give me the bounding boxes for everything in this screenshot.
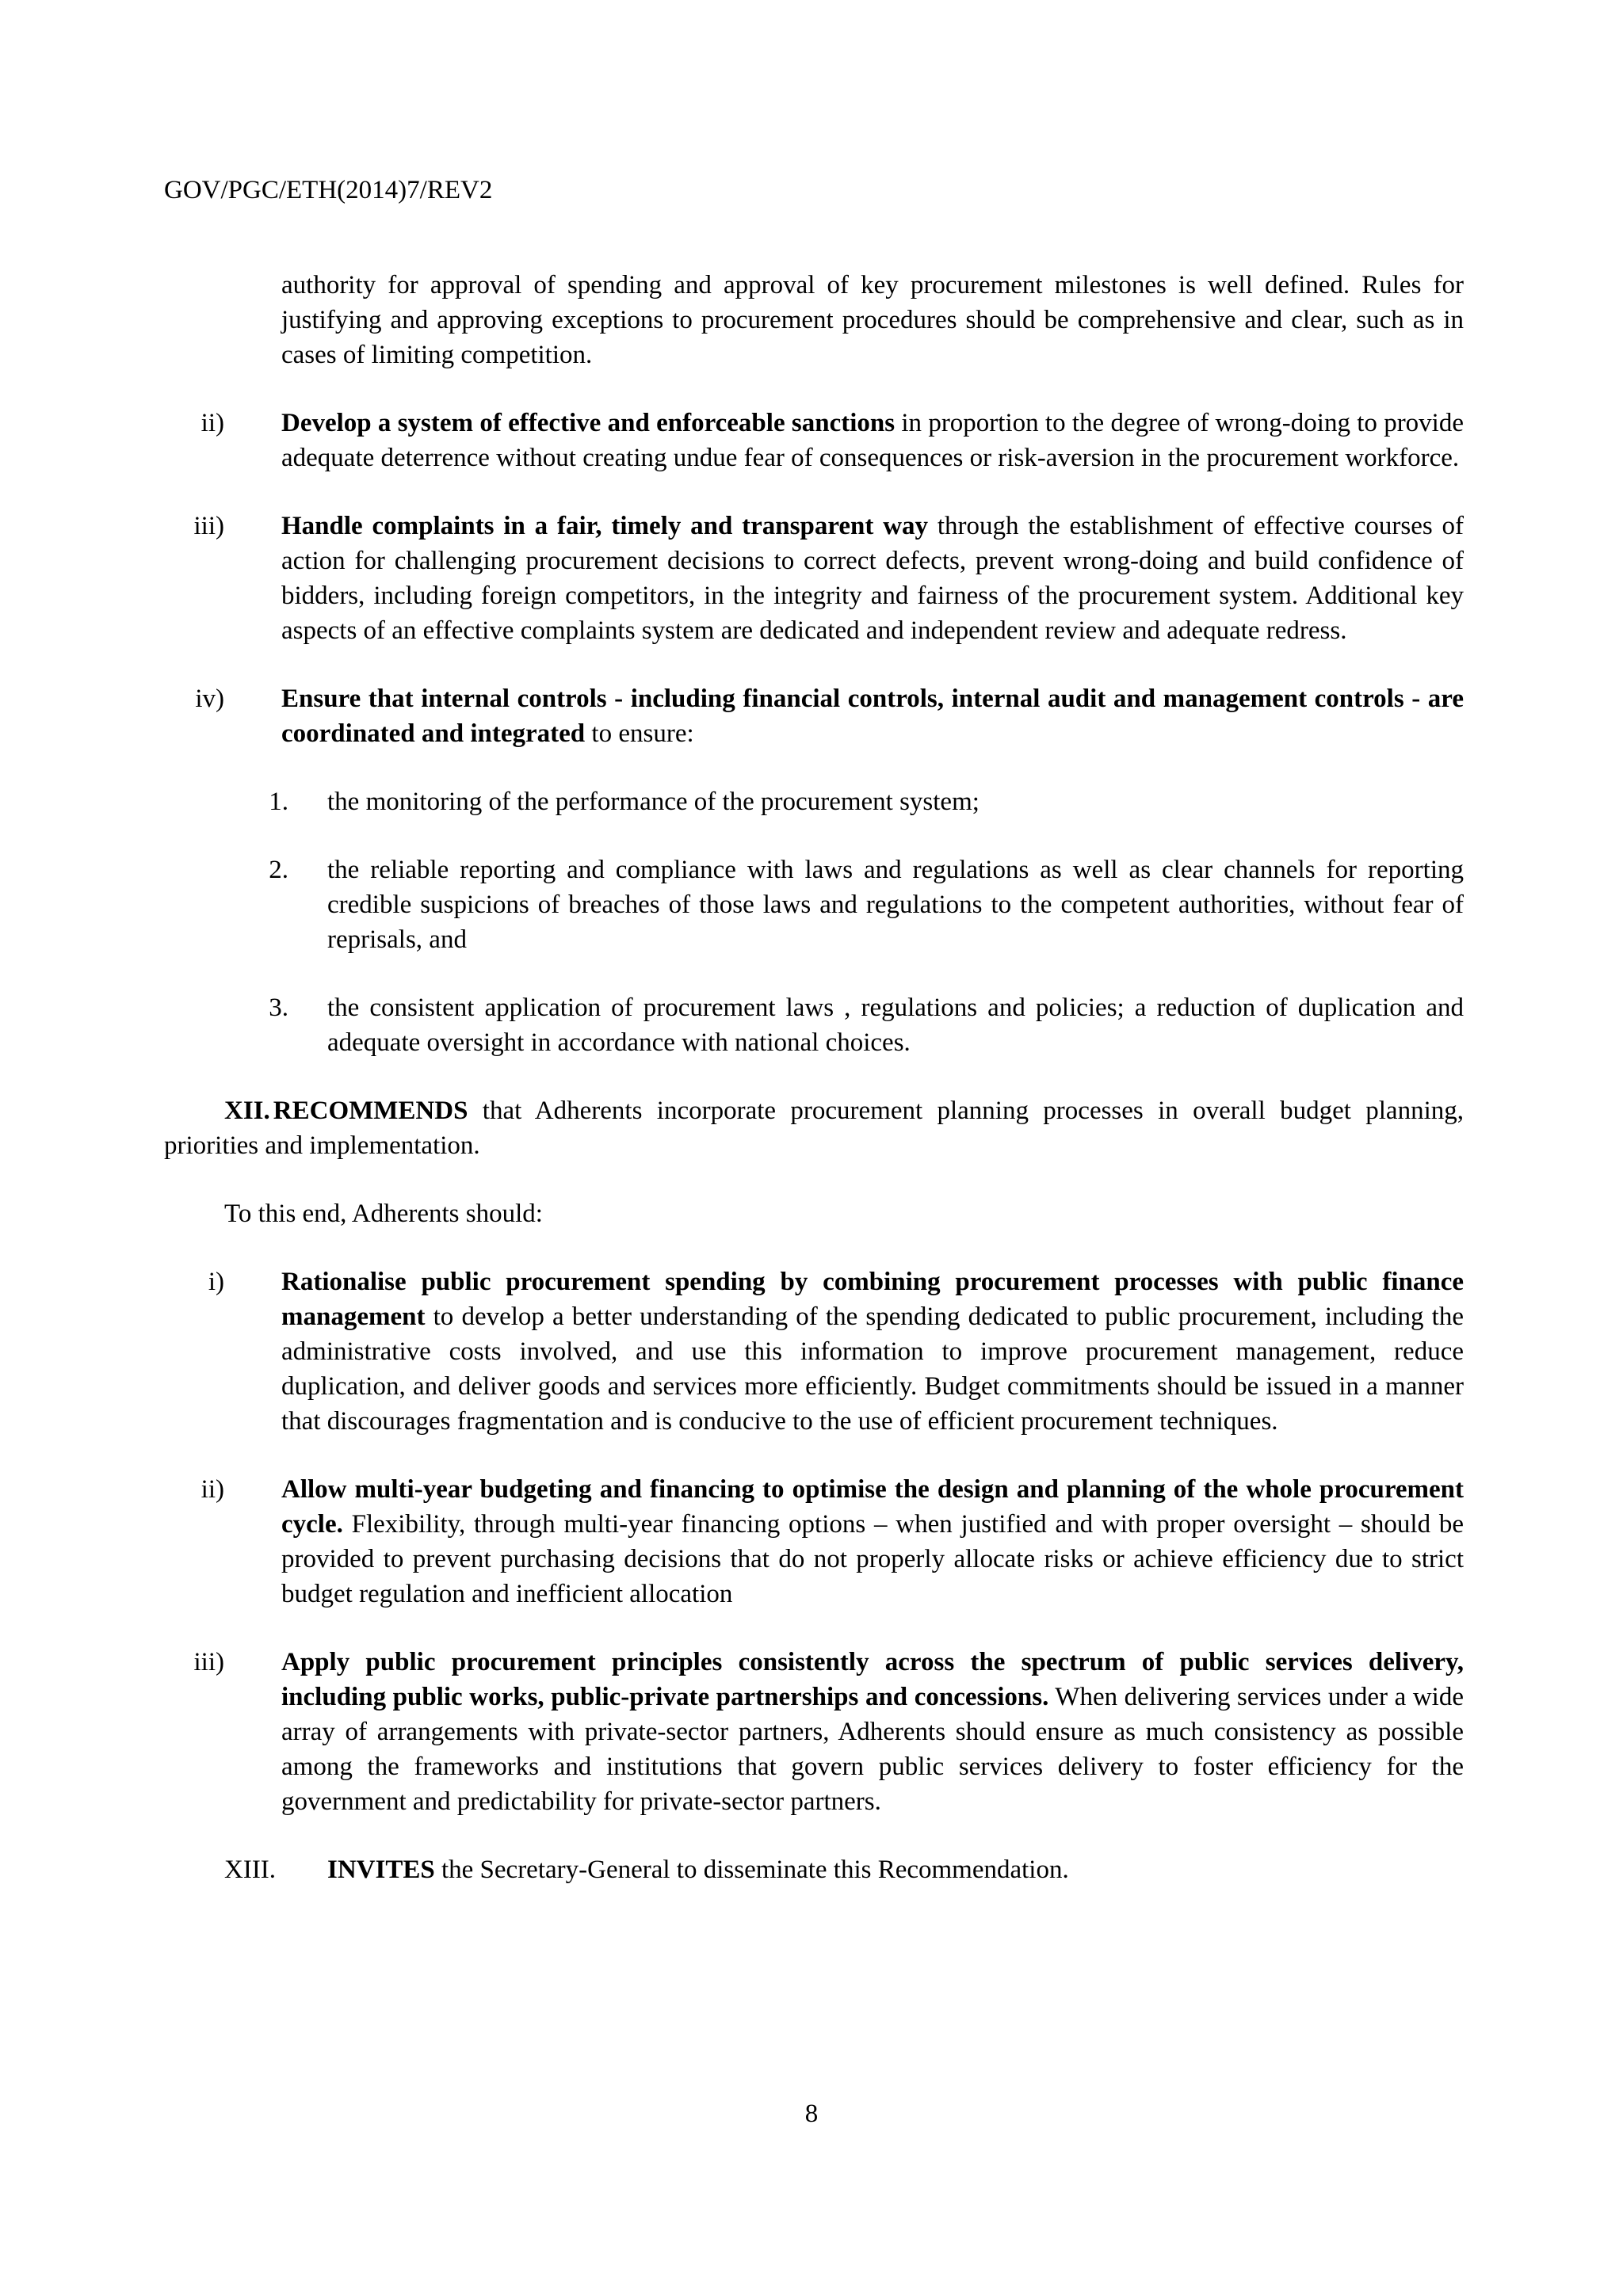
continued-paragraph: authority for approval of spending and approval of key procurement milestones is well defined. Rules for justifying and approving exceptions to procurement procedures should be comprehensive and clear, such as in cases of limiting competition.: [281, 271, 1464, 369]
list-item-bold-lead: Rationalise public procurement spending by combining procurement processes with public finance management: [281, 1268, 1464, 1331]
sub-item-text: the consistent application of procurement laws , regulations and policies; a reduction of duplication and adequate oversight in accordance with national choices.: [327, 994, 1464, 1057]
list-item-xi-ii: [164, 406, 1464, 475]
list-item-number: i): [208, 1268, 224, 1296]
document-code-header: GOV/PGC/ETH(2014)7/REV2: [164, 176, 493, 204]
sub-item-number: 3.: [269, 994, 288, 1022]
list-item-rest: in proportion to the degree of wrong-doing to provide adequate deterrence without creating undue fear of consequences or risk-aversion in the procurement workforce.: [281, 409, 1464, 472]
section-xiii-text: the Secretary-General to disseminate this Recommendation.: [434, 1855, 1069, 1884]
section-xiii-body: [327, 1852, 1464, 1887]
list-item-text: [281, 1645, 1464, 1819]
list-item-xii-ii: [164, 1472, 1464, 1611]
sub-item-1: [164, 784, 1464, 819]
section-xiii-keyword: INVITES: [327, 1855, 435, 1884]
list-item-bold-lead: Handle complaints in a fair, timely and transparent way: [281, 512, 929, 540]
list-item-text: [281, 681, 1464, 751]
section-xiii-numeral: XIII.: [224, 1855, 277, 1884]
sub-item-number: 2.: [269, 856, 288, 884]
list-item-text: [281, 509, 1464, 648]
list-item-rest: through the establishment of effective courses of action for challenging procurement decisions to correct defects, prevent wrong-doing and build confidence of bidders, including foreign competitors, in the integrity and fairness of the procurement system. Additional key aspects of an effective complaints system are dedicated and independent review and adequate redress.: [281, 512, 1464, 645]
section-xii-paragraph: [164, 1093, 1464, 1163]
list-item-xii-i: [164, 1264, 1464, 1439]
list-item-number: ii): [200, 1475, 224, 1504]
list-item-text: [281, 1472, 1464, 1611]
list-item-number: ii): [200, 409, 224, 437]
list-item-rest: Flexibility, through multi-year financing options – when justified and with proper oversight – should be provided to prevent purchasing decisions that do not properly allocate risks or achieve efficiency due to strict budget regulation and inefficient allocation: [281, 1510, 1464, 1608]
sub-item-3: [164, 990, 1464, 1060]
document-body: [164, 268, 1464, 1887]
page-number: 8: [804, 2100, 819, 2128]
list-item-text: [281, 1264, 1464, 1439]
list-item-xi-iii: [164, 509, 1464, 648]
list-item-rest: to ensure:: [585, 719, 694, 748]
sub-item-text: the reliable reporting and compliance with laws and regulations as well as clear channels for reporting credible suspicions of breaches of those laws and regulations to the competent authorities, without fear of reprisals, and: [327, 856, 1464, 954]
sub-item-number: 1.: [269, 788, 288, 816]
section-xii-numeral: XII.: [224, 1097, 270, 1125]
list-item-bold-lead: Allow multi-year budgeting and financing to optimise the design and planning of the whole procurement cycle.: [281, 1475, 1464, 1539]
list-item-number: iii): [193, 512, 224, 540]
list-item-rest: When delivering services under a wide array of arrangements with private-sector partners, Adherents should ensure as much consistency as possible among the frameworks and institutions that govern public services delivery to foster efficiency for the government and predictability for private-sector partners.: [281, 1683, 1464, 1816]
list-item-bold-lead: Ensure that internal controls - including financial controls, internal audit and management controls - are coordinated and integrated: [281, 685, 1464, 748]
list-item-number: iii): [193, 1648, 224, 1676]
list-item-text: [281, 406, 1464, 475]
list-item-bold-lead: Apply public procurement principles consistently across the spectrum of public services delivery, including public works, public-private partnerships and concessions.: [281, 1648, 1464, 1711]
list-item-rest: to develop a better understanding of the spending dedicated to public procurement, including the administrative costs involved, and use this information to improve procurement management, reduce duplication, and deliver goods and services more efficiently. Budget commitments should be issued in a manner that discourages fragmentation and is conducive to the use of efficient procurement techniques.: [281, 1302, 1464, 1436]
sub-item-2: [164, 852, 1464, 957]
list-item-number: iv): [195, 685, 224, 713]
section-xiii-paragraph: [164, 1852, 1464, 1887]
section-xii-text: that Adherents incorporate procurement planning processes in overall budget planning, priorities and implementation.: [164, 1097, 1464, 1160]
sub-item-text: the monitoring of the performance of the procurement system;: [327, 788, 980, 816]
section-xii-intro: To this end, Adherents should:: [224, 1199, 543, 1228]
list-item-bold-lead: Develop a system of effective and enforceable sanctions: [281, 409, 896, 437]
section-xii-keyword: RECOMMENDS: [273, 1097, 468, 1125]
list-item-xii-iii: [164, 1645, 1464, 1819]
list-item-xi-iv: [164, 681, 1464, 751]
